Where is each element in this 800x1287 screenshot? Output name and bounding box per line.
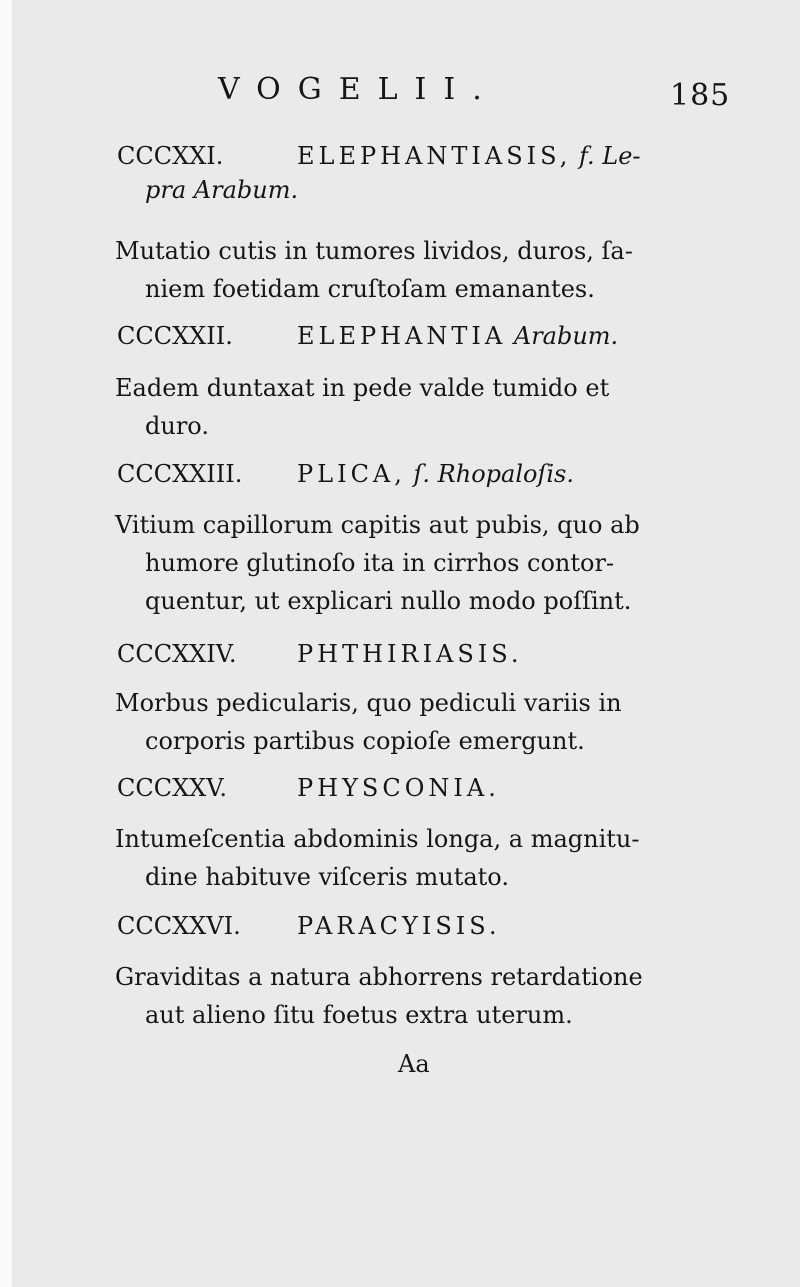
text-line: Intumeſcentia abdominis longa, a magnitu- [115,825,640,853]
text-line: pra Arabum. [145,176,299,204]
entry-name: PHYSCONIA. [297,774,500,802]
text-line: dine habituve viſceris mutato. [145,863,509,891]
entry-number: CCCXXI. [117,142,224,170]
entry-number: CCCXXII. [117,322,233,350]
entry-text [115,369,733,445]
entry-name: PHTHIRIASIS. [297,640,523,668]
running-head: VOGELII. [218,72,499,107]
entry-text [115,684,733,760]
text-line: quentur, ut explicari nullo modo poſſint. [145,587,632,615]
text-line: Graviditas a natura abhorrens retardatione [115,963,643,991]
entry-text [115,506,733,620]
text-line: aut alieno ſitu foetus extra uterum. [145,1001,573,1029]
page-header [218,72,738,112]
entry-heading [117,774,757,802]
text-line: Vitium capillorum capitis aut pubis, quo ab [115,511,640,539]
text-line: Morbus pedicularis, quo pediculi variis in [115,689,622,717]
entry-text [115,820,733,896]
entry-heading [117,460,757,488]
entry-heading [117,322,757,350]
entry-name: ELEPHANTIA [297,322,507,350]
entry-name: PLICA, [297,460,406,488]
entry-heading [117,142,757,170]
entry-synonym: f. Le- [578,142,641,170]
entry-synonym: ſ. Rhopaloſis. [413,460,574,488]
entry-heading [117,640,757,668]
entry-number: CCCXXV. [117,774,228,802]
page-number: 185 [670,78,731,113]
text-line: niem foetidam cruſtoſam emanantes. [145,275,595,303]
text-line: corporis partibus copioſe emergunt. [145,727,585,755]
entry-text [115,958,733,1034]
text-line: Mutatio cutis in tumores lividos, duros, ſa- [115,237,633,265]
entry-text [115,171,733,209]
text-line: humore glutinoſo ita in cirrhos contor- [145,549,615,577]
entry-name: ELEPHANTIASIS, [297,142,572,170]
catchword: Aa [398,1050,430,1078]
entry-text [115,232,733,308]
text-line: Eadem duntaxat in pede valde tumido et [115,374,610,402]
text-line: duro. [145,412,209,440]
page-edge [0,0,12,1287]
entry-number: CCCXXIV. [117,640,237,668]
entry-synonym: Arabum. [513,322,619,350]
entry-heading [117,912,757,940]
entry-number: CCCXXIII. [117,460,243,488]
entry-name: PARACYISIS. [297,912,501,940]
entry-number: CCCXXVI. [117,912,241,940]
